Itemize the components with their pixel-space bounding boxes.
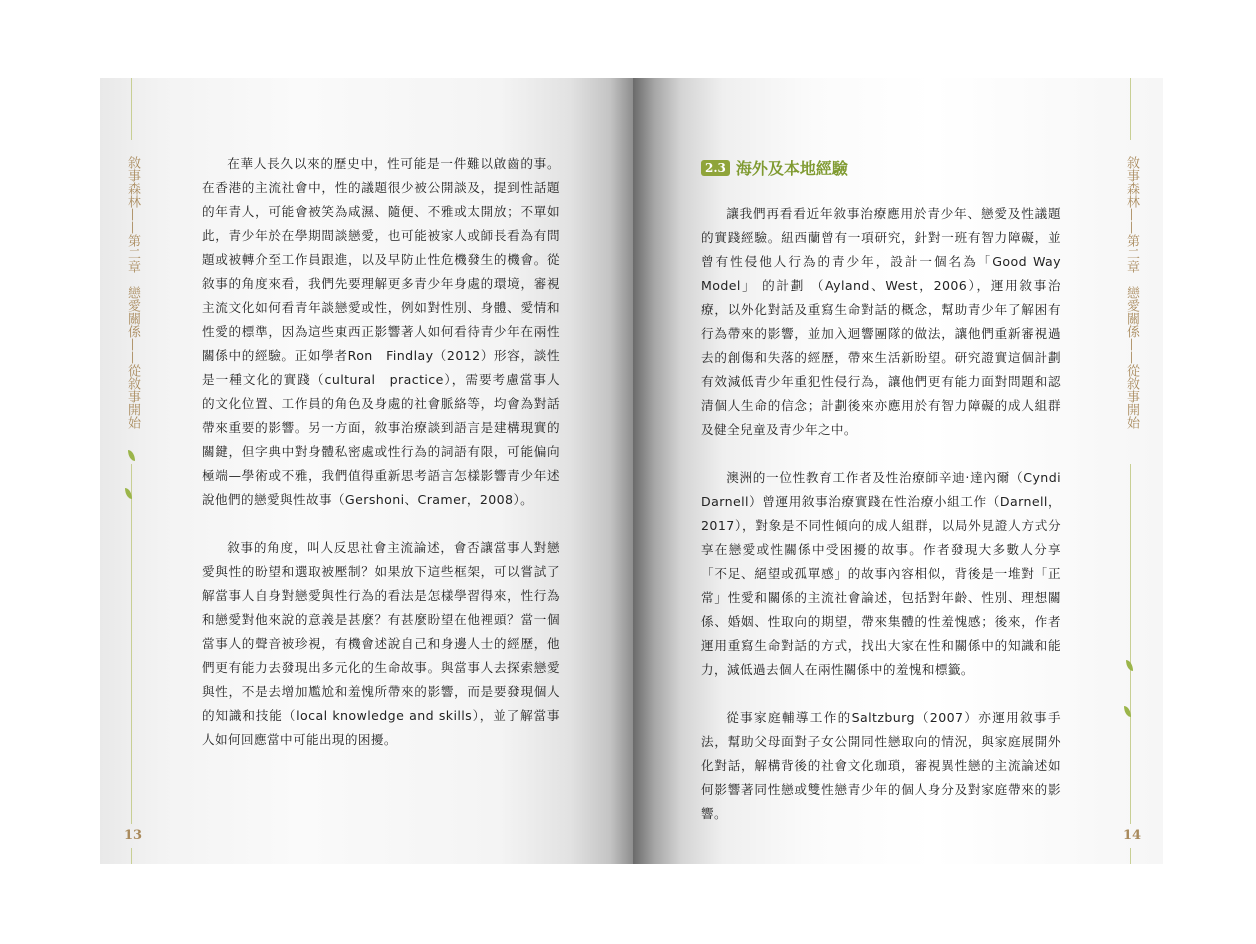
left-paragraph: 敘事的角度，叫人反思社會主流論述，會否讓當事人對戀愛與性的盼望和選取被壓制？如果放下這些框架，可以嘗試了解當事人自身對戀愛與性行為的看法是怎樣學習得來，性行為和戀愛對他來說的意義是甚麼？有甚麼盼望在他裡頭？當一個當事人的聲音被珍視，有機會述說自己和身邊人士的經歷，他們更有能力去發現出多元化的生命故事。與當事人去探索戀愛與性，不是去增加尷尬和羞愧所帶來的影響，而是要發現個人的知識和技能（local knowledge and skills），並了解當事人如何回應當中可能出現的困擾。	[202, 540, 560, 747]
leaf-icon	[1126, 660, 1133, 671]
left-margin-line-foot	[131, 848, 132, 864]
left-page-number: 13	[124, 828, 143, 843]
right-body-text	[701, 202, 1061, 826]
left-margin-line-bottom	[131, 464, 132, 824]
right-paragraph: 澳洲的一位性教育工作者及性治療師辛迪‧達內爾（Cyndi Darnell）曾運用敘事治療實踐在性治療小組工作（Darnell，2017），對象是不同性傾向的成人組群，以局外見證人方式分享在戀愛或性關係中受困擾的故事。作者發現大多數人分享「不足、絕望或孤單感」的故事內容相似，背後是一堆對「正常」性愛和關係的主流社會論述，包括對年齡、性別、理想關係、婚姻、性取向的期望，帶來集體的性羞愧感；後來，作者運用重寫生命對話的方式，找出大家在性和關係中的知識和能力，減低過去個人在兩性關係中的羞愧和標籤。	[701, 470, 1061, 677]
right-running-head: 敘事森林——第二章 戀愛關係——從敘事開始	[1124, 156, 1139, 429]
right-page-number: 14	[1123, 828, 1142, 843]
section-title: 海外及本地經驗	[735, 159, 848, 178]
right-margin-line-top	[1130, 78, 1131, 140]
right-paragraph: 從事家庭輔導工作的Saltzburg（2007）亦運用敘事手法，幫助父母面對子女公開同性戀取向的情況，與家庭展開外化對話，解構背後的社會文化珈瑣，審視異性戀的主流論述如何影響著同性戀或雙性戀青少年的個人身分及對家庭帶來的影響。	[701, 710, 1061, 821]
right-paragraph: 讓我們再看看近年敘事治療應用於青少年、戀愛及性議題的實踐經驗。紐西蘭曾有一項研究，針對一班有智力障礙，並曾有性侵他人行為的青少年，設計一個名為「Good Way Model」 的計劃 （Ayland、West，2006），運用敘事治療，以外化對話及重寫生命對話的概念，幫助青少年了解困有行為帶來的影響，並加入迴響團隊的做法，讓他們重新審視過去的創傷和失落的經歷，帶來生活新盼望。研究證實這個計劃有效減低青少年重犯性侵行為，讓他們更有能力面對問題和認清個人生命的信念；計劃後來亦應用於有智力障礙的成人組群及健全兒童及青少年之中。	[701, 206, 1061, 437]
left-body-text	[202, 152, 560, 752]
right-margin-line-bottom	[1130, 464, 1131, 824]
left-running-head: 敘事森林——第二章 戀愛關係——從敘事開始	[125, 156, 140, 429]
left-paragraph: 在華人長久以來的歷史中，性可能是一件難以啟齒的事。在香港的主流社會中，性的議題很少被公開談及，提到性話題的年青人，可能會被笑為咸濕、隨便、不雅或太開放；不單如此，青少年於在學期間談戀愛，也可能被家人或師長看為有問題或被轉介至工作員跟進，以及早防止性危機發生的機會。從敘事的角度來看，我們先要理解更多青少年身處的環境，審視主流文化如何看青年談戀愛或性，例如對性別、身體、愛情和性愛的標準，因為這些東西正影響著人如何看待青少年在兩性關係中的經驗。正如學者Ron Findlay（2012）形容，談性是一種文化的實踐（cultural practice），需要考慮當事人的文化位置、工作員的角色及身處的社會脈絡等，均會為對話帶來重要的影響。另一方面，敘事治療談到語言是建構現實的關鍵，但字典中對身體私密處或性行為的詞語有限，可能偏向極端—學術或不雅，我們值得重新思考語言怎樣影響青少年述說他們的戀愛與性故事（Gershoni、Cramer，2008）。	[202, 156, 560, 507]
left-page	[100, 78, 633, 864]
left-margin-line-top	[131, 78, 132, 140]
right-page	[633, 78, 1163, 864]
right-margin-line-foot	[1130, 848, 1131, 864]
section-heading	[701, 156, 848, 179]
section-number-badge: 2.3	[701, 160, 730, 176]
